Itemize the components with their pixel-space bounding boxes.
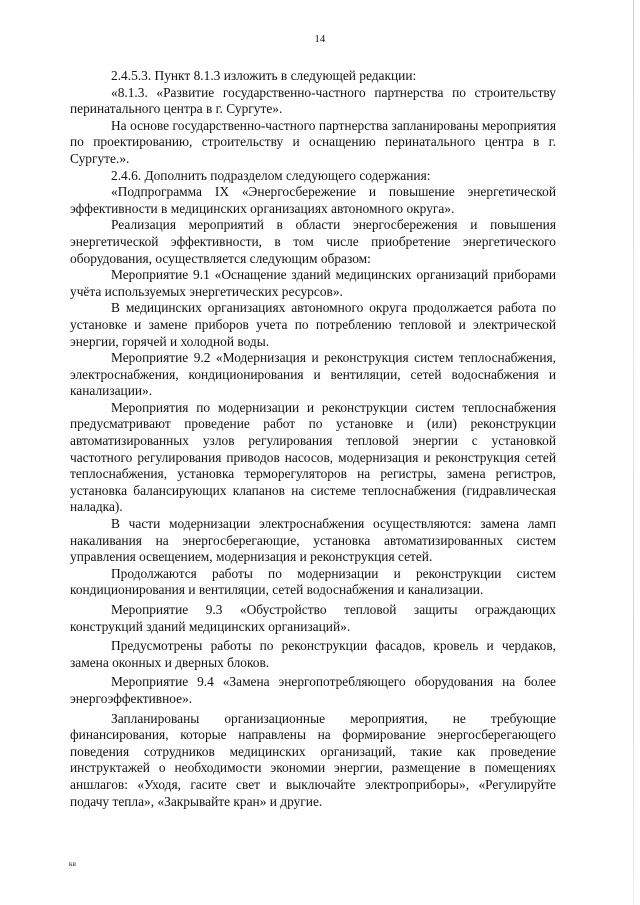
paragraph-measure-9-2-title: Мероприятие 9.2 «Модернизация и реконструкция систем теплоснабжения, электроснабжения, кондиционирования и вентиляции, сетей водоснабжения и канализации». [70,350,556,399]
paragraph-measure-9-1-title: Мероприятие 9.1 «Оснащение зданий медицинских организаций приборами учёта используемых энергетических ресурсов». [70,267,556,299]
paragraph-item-8-1-3-title: «8.1.3. «Развитие государственно-частного партнерства по строительству перинатального центра в г. Сургуте». [70,84,556,117]
paragraph-subprogram-ix-intro: Реализация мероприятий в области энергосбережения и повышения энергетической эффективности, в том числе приобретение энергетического оборудования, осуществляется следующим образом: [70,217,556,266]
paragraph-clause-2-4-5-3: 2.4.5.3. Пункт 8.1.3 изложить в следующей редакции: [111,68,417,83]
footer-initials: кв [69,860,77,868]
page-number: 14 [314,34,326,45]
paragraph-measure-9-3-text: Предусмотрены работы по реконструкции фасадов, кровель и чердаков, замена оконных и дверных блоков. [70,638,556,670]
paragraph-measure-9-2-electric: В части модернизации электроснабжения осуществляются: замена ламп накаливания на энергосберегающие, установка автоматизированных систем управления освещением, модернизация и реконструкция сетей. [70,516,556,565]
document-body [70,68,556,810]
paragraph-measure-9-2-ventilation: Продолжаются работы по модернизации и реконструкции систем кондиционирования и вентиляции, сетей водоснабжения и канализации. [70,565,556,598]
paragraph-measure-9-3-title: Мероприятие 9.3 «Обустройство тепловой защиты ограждающих конструкций зданий медицинских организаций». [70,602,556,634]
paragraph-subprogram-ix-title: «Подпрограмма IX «Энергосбережение и повышение энергетической эффективности в медицинских организациях автономного округа». [70,184,556,216]
paragraph-clause-2-4-6: 2.4.6. Дополнить подразделом следующего содержания: [111,167,431,183]
paragraph-measure-9-1-text: В медицинских организациях автономного округа продолжается работа по установке и замене приборов учета по потреблению тепловой и электрической энергии, горячей и холодной воды. [70,300,556,349]
paragraph-measure-9-4-title: Мероприятие 9.4 «Замена энергопотребляющего оборудования на более энергоэффективное». [70,674,556,706]
paragraph-measure-9-2-heating: Мероприятия по модернизации и реконструкции систем теплоснабжения предусматривают проведение работ по установке и (или) реконструкции автоматизированных узлов регулирования тепловой энергии с установкой частотного регулирования приводов насосов, модернизация и реконструкция сетей теплоснабжения, установка терморегуляторов на регистры, замена регистров, установка балансирующих клапанов на системе теплоснабжения (гидравлическая наладка). [70,399,556,515]
paragraph-item-8-1-3-text: На основе государственно-частного партнерства запланированы мероприятия по проектированию, строительству и оснащению перинатального центра в г. Сургуте.». [70,117,556,166]
paragraph-measure-9-4-text: Запланированы организационные мероприятия, не требующие финансирования, которые направлены на формирование энергосберегающего поведения сотрудников медицинских организаций, такие как проведение инструктажей о необходимости экономии энергии, размещение в помещениях аншлагов: «Уходя, гасите свет и выключайте электроприборы», «Регулируйте подачу тепла», «Закрывайте кран» и другие. [70,710,556,809]
scan-edge-divider [633,0,634,905]
